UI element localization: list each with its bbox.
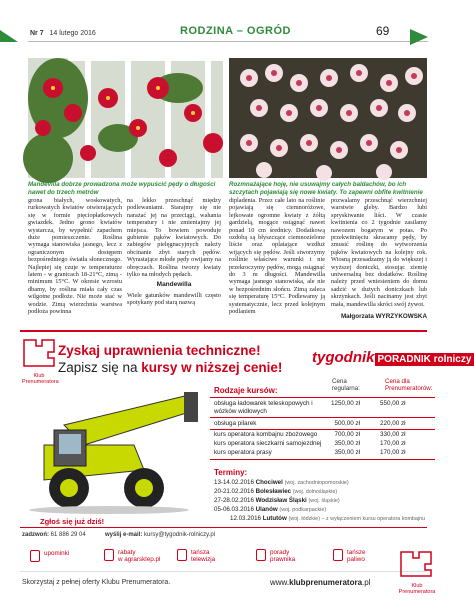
article-column-2 [127, 197, 221, 327]
term-row: 20-21.02.2016 Bolesławiec (woj. dolnośląskie) [214, 488, 338, 495]
percent-tag-icon [104, 549, 114, 561]
cta-text: Zgłoś się już dziś! [40, 517, 105, 526]
telehandler-image [24, 390, 204, 515]
header-rule [28, 41, 428, 42]
subheading-mandewilla: Mandewilla [156, 281, 192, 289]
ad-headline-1: Zyskaj uprawnienia techniczne! [58, 343, 261, 358]
course-row: kurs operatora prasy 350,00 zł 170,00 zł [214, 449, 406, 456]
fuel-icon [333, 549, 343, 561]
term-row: 12.03.2016 Lututów (woj. łódzkie) – z wyłączeniem kursu operatora kombajnu [230, 515, 426, 522]
club-logo [22, 338, 59, 385]
article-column-4 [331, 197, 427, 327]
author: Małgorzata WYRZYKOWSKA [340, 313, 427, 320]
footer-item-tv: tańsza telewizja [191, 549, 215, 563]
header-arrow-icon [410, 29, 428, 45]
issue-info: Nr 7 14 lutego 2016 [30, 30, 96, 37]
price-subscriber-header: Cena dla Prenumeratorów: [385, 378, 433, 392]
price-regular-header: Cena regularna: [332, 378, 360, 392]
section-title: RODZINA – OGRÓD [180, 25, 291, 37]
scales-icon [256, 549, 266, 561]
course-row: kurs operatora sieczkarni samojezdnej 350,00 zł 170,00 zł [214, 440, 406, 447]
article-column-3: dipladenia. Przez całe lato na roślinie pojawiają się ciemnoróżowe, lejkowate ogromne kwiaty z żółtą gardzielą, mogące osiągnąć nawet ponad 10 cm średnicy. Dodatkową ozdobą są błyszczące ciemnozielone liście oraz oplatające wzdłuż wijących się pędów. Jeśli stworzymy roślinie właściwe warunki i nie przekroczymy pędów, mogą osiągnąć do 3 m długości. Mandewilla wymaga jasnego stanowiska, ale nie w bezpośrednim słońcu. Zimą zaleca się temperaturę 15°C. Podlewamy ją systematycznie, lecz przed kolejnym podlaniem [229, 197, 325, 316]
article-column-1: grona białych, woskowatych, rurkowatych kwiatów otwierających się w formie pięciopłatkowych gwiazdek. Jedno grono kwiatów wystarcza, by wypełnić zapachem duże pomieszczenie. Roślina wymaga stanowiska jasnego, lecz z ograniczonym dostępem bezpośredniego światła słonecznego. Najlepiej się czuje w temperaturze latem - w granicach 18-21°C, zimą - minimum 15°C. W okresie wzrostu dbamy, by roślina miała cały czas wilgotne podłoże. Nie może stać w wodzie. Zimą wierzchnia warstwa podłoża powinna [28, 197, 122, 316]
ad-headline-2: Zapisz się na kursy w niższej cenie! [58, 360, 283, 375]
term-row: 13-14.02.2016 Chociwel (woj. zachodniopomorskie) [214, 479, 349, 486]
courses-table [210, 397, 435, 467]
course-row: kurs operatora kombajnu zbożowego 700,00 zł 330,00 zł [214, 431, 406, 438]
footer-item-fuel: tańsze paliwo [347, 549, 366, 563]
mandevilla-photo [28, 58, 223, 178]
term-row: 05-06.03.2016 Ulanów (woj. podkarpackie) [214, 506, 327, 513]
ad-top-rule [20, 330, 427, 332]
contact-rule [20, 527, 427, 528]
footer-club-logo [397, 550, 437, 598]
photo-caption-right: Rozmnażające hoję, nie usuwajmy całych baldachów, bo ich szczytach pojawiają się nowe kwiaty. To zapewni obfite kwitnienie [229, 181, 423, 196]
article-column-2-text-b: Wiele gatunków mandewilli często spotykany pod starą nazwą [127, 291, 221, 307]
courses-title: Rodzaje kursów: [214, 386, 278, 395]
course-row: obsługa ładowarek teleskopowych i wózków widłowych 1250,00 zł 550,00 zł [214, 400, 406, 415]
footer-item-legal: porady prawnika [270, 549, 295, 563]
footer-tagline: Skorzystaj z pełnej oferty Klubu Prenumeratora. [22, 579, 171, 586]
term-row: 27-28.02.2016 Wodzisław Śląski (woj. śląskie) [214, 497, 340, 504]
terms-list [214, 479, 427, 529]
footer-url[interactable]: www.klubprenumeratora.pl [270, 578, 371, 587]
hoya-photo [229, 58, 427, 178]
footer-item-discounts: rabaty w agrarsklep.pl [118, 549, 160, 563]
club-logo-text: Klub Prenumeratora [22, 373, 59, 385]
article-column-4-text: pozwalamy przeschnąć wierzchniej warstwie gleby. Bardzo lubi spryskiwanie liści. W czasie kwitnienia co 2 tygodnie zasilamy nawozem bogatym w potas. Po przekwitnięciu skracamy pędy, by zmusić roślinę do wytworzenia pąków kwiatowych na kolejny rok. Wiosną przesadzamy ją do większej i wyższej doniczki, stosując ziemię uniwersalną bez dodatków. Roślinę należy przed wniesieniem do domu sadzić w dużych doniczkach lub skrzynkach. Jeśli nacinamy jest zbyt mała, mandewilla skróci swój żywot. [331, 197, 427, 308]
article-column-2-text: na lekko przeschnąć między podlewaniami. Starajmy się nie narażać jej na przeciągi, wahania temperatury i nie zmieniajmy jej miejsca. To bowiem powoduje gubienie pąków kwiatowych. Do zabiegów pielęgnacyjnych należy obcinanie zbyt starych pędów. Wyrastające młode pędy owijamy na obręczach. Roślina tworzy kwiaty tylko na młodych pędach. [127, 197, 221, 279]
contact-email[interactable]: wyślij e-mail: kursy@tygodnik-rolniczy.pl [105, 532, 216, 538]
photo-caption-left: Mandevilla dobrze prowadzona może wypuścić pędy o długości nawet do trzech metrów [28, 181, 216, 196]
gift-icon [30, 550, 40, 562]
course-row: obsługa pilarek 500,00 zł 220,00 zł [214, 420, 406, 427]
footer-rule [20, 571, 427, 572]
contact-phone[interactable]: zadzwoń: 61 886 29 04 [22, 532, 86, 538]
tv-icon [177, 549, 187, 561]
tygodnik-logo: tygodnik PORADNIK rolniczy [312, 349, 474, 367]
page-number: 69 [376, 24, 390, 38]
footer-item-gifts: upominki [44, 550, 69, 557]
footer-club-logo-text: Klub Prenumeratora [398, 583, 436, 595]
terms-title: Terminy: [214, 468, 248, 477]
header-corner-marker [0, 30, 18, 42]
